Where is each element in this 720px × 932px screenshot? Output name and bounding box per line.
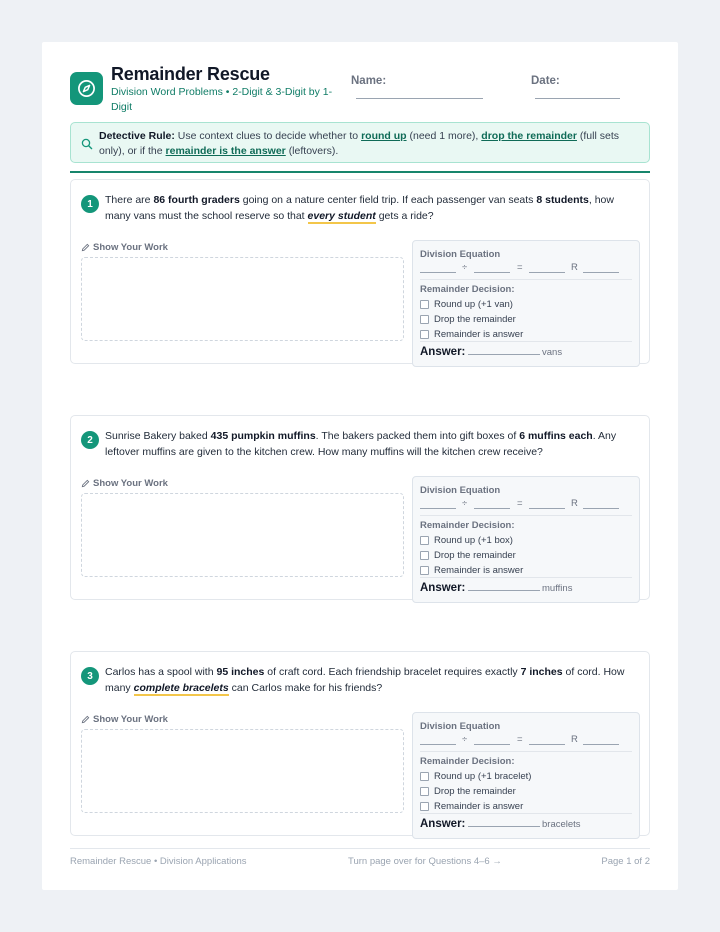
pencil-icon (81, 715, 90, 724)
show-work-label: Show Your Work (81, 714, 168, 725)
question-number: 2 (81, 431, 99, 449)
name-field[interactable] (356, 98, 483, 99)
remainder-decision-label: Remainder Decision: (420, 756, 515, 767)
checkbox[interactable] (420, 300, 429, 309)
work-area[interactable] (81, 493, 404, 577)
divider (420, 341, 632, 342)
answer-label: Answer: (420, 582, 466, 594)
rule-text-3: (full sets only), or if the (99, 130, 619, 157)
show-work-label: Show Your Work (81, 478, 168, 489)
date-label: Date: (531, 75, 560, 87)
rule-label: Detective Rule: (99, 130, 175, 142)
question-text: There are 86 fourth graders going on a nature center field trip. If each passenger van seats 8 students, how many vans must the school reserve so that every student gets a ride? (105, 194, 614, 222)
answer-panel (412, 476, 640, 603)
date-field[interactable] (535, 98, 620, 99)
option-drop-remainder[interactable]: Drop the remainder (420, 786, 516, 797)
detective-rule-text (99, 129, 644, 159)
pencil-icon (81, 243, 90, 252)
answer-blank[interactable] (468, 826, 540, 827)
remainder-sign: R (571, 262, 578, 273)
question-text: Carlos has a spool with 95 inches of craft cord. Each friendship bracelet requires exactly 7 inches of cord. How many complete bracelets can Carlos make for his friends? (105, 666, 625, 694)
question-card-2 (70, 415, 650, 600)
question-card-1 (70, 179, 650, 364)
quotient-blank[interactable] (529, 272, 565, 273)
rule-text-4: (leftovers). (288, 145, 339, 157)
detective-rule-box (70, 122, 650, 163)
highlighted-phrase: complete bracelets (133, 682, 229, 694)
page-subtitle: Division Word Problems • 2-Digit & 3-Digit by 1-Digit (111, 86, 333, 113)
remainder-blank[interactable] (583, 272, 619, 273)
rule-text-2: (need 1 more), (409, 130, 479, 142)
answer-unit: muffins (542, 583, 573, 594)
answer-unit: vans (542, 347, 563, 358)
answer-blank[interactable] (468, 354, 540, 355)
checkbox[interactable] (420, 802, 429, 811)
divide-sign: ÷ (462, 262, 468, 273)
question-text: Sunrise Bakery baked 435 pumpkin muffins. The bakers packed them into gift boxes of 6 muffins each. Any leftover muffins are given to the kitchen crew. How many muffins will the kitchen crew receive? (105, 430, 617, 458)
page-title: Remainder Rescue (111, 64, 270, 84)
divide-sign: ÷ (462, 734, 468, 745)
footer-divider (70, 848, 650, 849)
divider (420, 577, 632, 578)
remainder-blank[interactable] (583, 508, 619, 509)
divisor-blank[interactable] (474, 272, 510, 273)
rule-keyword-answer: remainder is the answer (165, 145, 286, 157)
compass-icon (70, 72, 103, 105)
name-label: Name: (351, 75, 387, 87)
equals-sign: = (517, 734, 523, 745)
equals-sign: = (517, 262, 523, 273)
search-icon (81, 137, 93, 155)
divide-sign: ÷ (462, 498, 468, 509)
quotient-blank[interactable] (529, 744, 565, 745)
answer-blank[interactable] (468, 590, 540, 591)
answer-unit: bracelets (542, 819, 581, 830)
rule-keyword-round-up: round up (361, 130, 407, 142)
checkbox[interactable] (420, 536, 429, 545)
division-equation-label: Division Equation (420, 721, 501, 732)
checkbox[interactable] (420, 787, 429, 796)
divider (420, 279, 632, 280)
question-card-3 (70, 651, 650, 836)
remainder-decision-label: Remainder Decision: (420, 284, 515, 295)
remainder-sign: R (571, 734, 578, 745)
dividend-blank[interactable] (420, 272, 456, 273)
checkbox[interactable] (420, 330, 429, 339)
option-round-up[interactable]: Round up (+1 bracelet) (420, 771, 531, 782)
answer-panel (412, 240, 640, 367)
pencil-icon (81, 479, 90, 488)
dividend-blank[interactable] (420, 744, 456, 745)
rule-text-1: Use context clues to decide whether to (177, 130, 359, 142)
equals-sign: = (517, 498, 523, 509)
option-remainder-is-answer[interactable]: Remainder is answer (420, 329, 523, 340)
work-area[interactable] (81, 257, 404, 341)
worksheet-page (42, 42, 678, 890)
divider (420, 813, 632, 814)
option-round-up[interactable]: Round up (+1 van) (420, 299, 513, 310)
divider (420, 515, 632, 516)
work-area[interactable] (81, 729, 404, 813)
quotient-blank[interactable] (529, 508, 565, 509)
answer-panel (412, 712, 640, 839)
question-number: 3 (81, 667, 99, 685)
checkbox[interactable] (420, 551, 429, 560)
show-work-label: Show Your Work (81, 242, 168, 253)
highlighted-phrase: every student (307, 210, 376, 222)
question-number: 1 (81, 195, 99, 213)
option-drop-remainder[interactable]: Drop the remainder (420, 550, 516, 561)
option-round-up[interactable]: Round up (+1 box) (420, 535, 513, 546)
divisor-blank[interactable] (474, 508, 510, 509)
division-equation-label: Division Equation (420, 485, 501, 496)
rule-keyword-drop: drop the remainder (481, 130, 577, 142)
footer-left: Remainder Rescue • Division Applications (70, 856, 247, 867)
checkbox[interactable] (420, 315, 429, 324)
checkbox[interactable] (420, 772, 429, 781)
remainder-blank[interactable] (583, 744, 619, 745)
page-number: Page 1 of 2 (601, 856, 650, 867)
option-drop-remainder[interactable]: Drop the remainder (420, 314, 516, 325)
option-remainder-is-answer[interactable]: Remainder is answer (420, 565, 523, 576)
remainder-decision-label: Remainder Decision: (420, 520, 515, 531)
division-equation-label: Division Equation (420, 249, 501, 260)
divisor-blank[interactable] (474, 744, 510, 745)
header-divider (70, 171, 650, 173)
checkbox[interactable] (420, 566, 429, 575)
answer-label: Answer: (420, 818, 466, 830)
remainder-sign: R (571, 498, 578, 509)
answer-label: Answer: (420, 346, 466, 358)
footer-center: Turn page over for Questions 4–6 → (348, 856, 502, 867)
dividend-blank[interactable] (420, 508, 456, 509)
divider (420, 751, 632, 752)
option-remainder-is-answer[interactable]: Remainder is answer (420, 801, 523, 812)
